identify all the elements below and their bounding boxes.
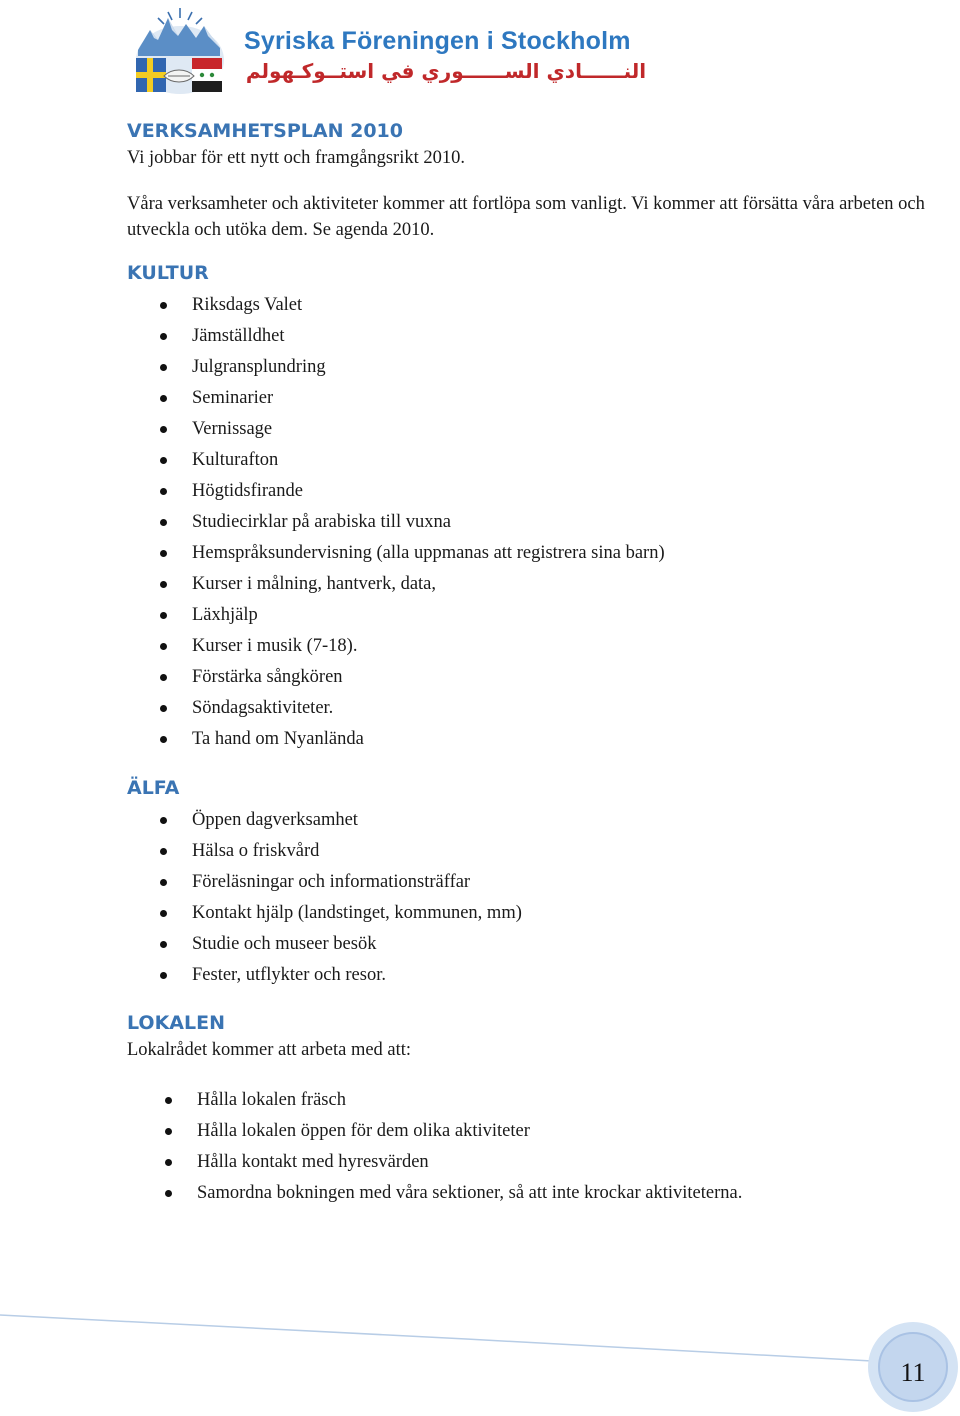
page-header (128, 4, 668, 100)
alfa-heading: ÄLFA (127, 777, 180, 799)
bullet-icon (160, 674, 167, 681)
page-number: 11 (900, 1358, 926, 1387)
bullet-icon (165, 1159, 172, 1166)
bullet-icon (160, 364, 167, 371)
list-item: Hemspråksundervisning (alla uppmanas att registrera sina barn) (127, 538, 937, 569)
bullet-icon (165, 1097, 172, 1104)
list-item: Högtidsfirande (127, 476, 937, 507)
list-item: Hålla lokalen öppen för dem olika aktiviteter (127, 1116, 937, 1147)
bullet-icon (160, 550, 167, 557)
list-item: Seminarier (127, 383, 937, 414)
alfa-list (127, 805, 937, 991)
organization-name-swedish: Syriska Föreningen i Stockholm (244, 27, 631, 55)
document-body (127, 117, 937, 1209)
bullet-icon (160, 817, 167, 824)
plan-heading: VERKSAMHETSPLAN 2010 (127, 120, 403, 142)
lokalen-intro: Lokalrådet kommer att arbeta med att: (127, 1040, 412, 1060)
list-item: Samordna bokningen med våra sektioner, så att inte krockar aktiviteterna. (127, 1178, 937, 1209)
list-item: Studie och museer besök (127, 929, 937, 960)
bullet-icon (160, 333, 167, 340)
list-item: Söndagsaktiviteter. (127, 693, 937, 724)
bullet-icon (160, 519, 167, 526)
bullet-icon (160, 972, 167, 979)
list-item: Fester, utflykter och resor. (127, 960, 937, 991)
bullet-icon (160, 705, 167, 712)
list-item: Hålla kontakt med hyresvärden (127, 1147, 937, 1178)
list-item: Förstärka sångkören (127, 662, 937, 693)
list-item: Vernissage (127, 414, 937, 445)
list-item: Kurser i målning, hantverk, data, (127, 569, 937, 600)
page-number-badge (866, 1320, 960, 1416)
lokalen-heading: LOKALEN (127, 1012, 225, 1034)
bullet-icon (160, 457, 167, 464)
bullet-icon (160, 488, 167, 495)
bullet-icon (160, 879, 167, 886)
list-item: Hålla lokalen fräsch (127, 1085, 937, 1116)
organization-name-arabic: النــــــادي الســــــوري في استــوكـهولم (245, 59, 647, 83)
bullet-icon (160, 612, 167, 619)
kultur-heading: KULTUR (127, 262, 209, 284)
bullet-icon (160, 848, 167, 855)
list-item: Ta hand om Nyanlända (127, 724, 937, 755)
association-logo-icon (128, 4, 228, 100)
kultur-list (127, 290, 937, 755)
bullet-icon (160, 910, 167, 917)
bullet-icon (160, 581, 167, 588)
plan-intro: Vi jobbar för ett nytt och framgångsrikt 2010. (127, 148, 465, 168)
bullet-icon (160, 426, 167, 433)
list-item: Läxhjälp (127, 600, 937, 631)
bullet-icon (160, 736, 167, 743)
bullet-icon (160, 302, 167, 309)
list-item: Kulturafton (127, 445, 937, 476)
bullet-icon (160, 395, 167, 402)
bullet-icon (160, 643, 167, 650)
list-item: Julgransplundring (127, 352, 937, 383)
list-item: Riksdags Valet (127, 290, 937, 321)
footer-divider (0, 1305, 960, 1365)
bullet-icon (160, 941, 167, 948)
list-item: Kontakt hjälp (landstinget, kommunen, mm) (127, 898, 937, 929)
plan-description: Våra verksamheter och aktiviteter kommer att fortlöpa som vanligt. Vi kommer att försätta våra arbeten och utveckla och utöka dem. Se agenda 2010. (127, 194, 925, 240)
list-item: Hälsa o friskvård (127, 836, 937, 867)
bullet-icon (165, 1190, 172, 1197)
bullet-icon (165, 1128, 172, 1135)
list-item: Föreläsningar och informationsträffar (127, 867, 937, 898)
list-item: Jämställdhet (127, 321, 937, 352)
list-item: Studiecirklar på arabiska till vuxna (127, 507, 937, 538)
list-item: Kurser i musik (7-18). (127, 631, 937, 662)
list-item: Öppen dagverksamhet (127, 805, 937, 836)
lokalen-list (127, 1085, 937, 1209)
